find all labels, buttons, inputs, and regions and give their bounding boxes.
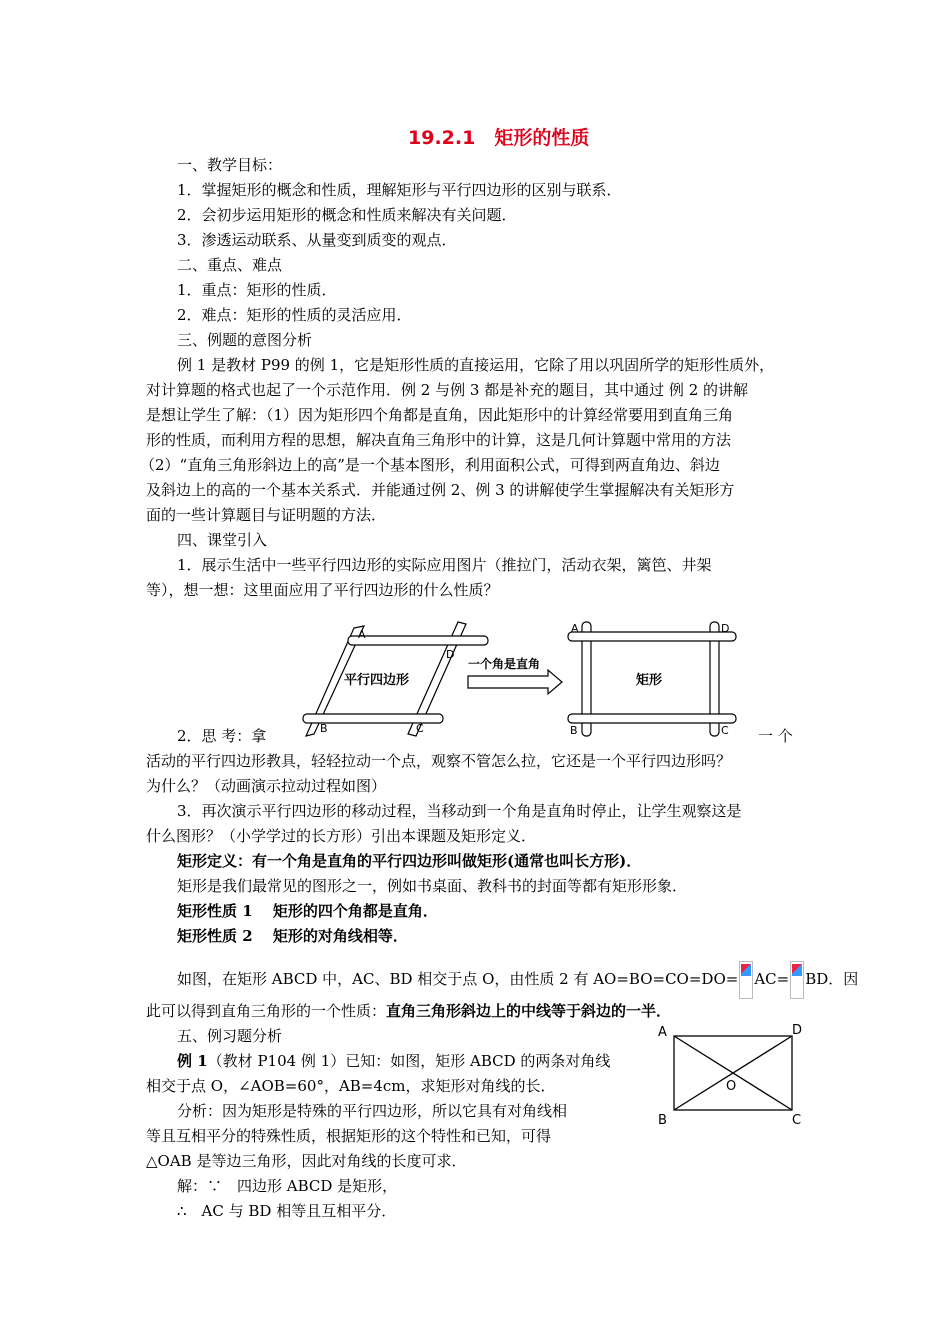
- text-line: 等），想一想：这里面应用了平行四边形的什么性质？: [146, 581, 499, 599]
- rectangle-label: 矩形: [636, 673, 663, 688]
- text-line: 是想让学生了解：（1）因为矩形四个角都是直角，因此矩形中的计算经常要用到直角三角: [146, 406, 734, 424]
- text-line: 对计算题的格式也起了一个示范作用．例 2 与例 3 都是补充的题目，其中通过 例 2 的讲解: [146, 381, 749, 399]
- point-a-label: A: [658, 1025, 667, 1040]
- text-segment: AC=: [754, 970, 790, 988]
- text-line: 形的性质，而利用方程的思想，解决直角三角形中的计算，这是几何计算题中常用的方法: [146, 431, 732, 449]
- parallelogram-label: 平行四边形: [344, 673, 410, 688]
- para-point-b: B: [320, 722, 328, 735]
- rect-point-a: A: [571, 622, 579, 635]
- text-line: 矩形是我们最常见的图形之一，例如书桌面、教科书的封面等都有矩形形象．: [177, 877, 688, 895]
- text-line: 解：∵ 四边形 ABCD 是矩形，: [177, 1177, 398, 1195]
- text-line: 2．思 考：拿: [177, 727, 267, 745]
- text-line: ∴ AC 与 BD 相等且互相平分．: [177, 1202, 397, 1220]
- fraction-one-half-icon: [739, 961, 753, 999]
- example-1-label: 例 1: [177, 1052, 208, 1070]
- text-line: 等且互相平分的特殊性质，根据矩形的这个特性和已知，可得: [146, 1127, 552, 1145]
- fraction-one-half-icon: [790, 961, 804, 999]
- section-heading: 二、重点、难点: [177, 256, 283, 274]
- arrow-label: 一个角是直角: [468, 657, 541, 671]
- parallelogram-top-stick: [348, 636, 488, 645]
- rectangle-top-stick: [568, 632, 736, 641]
- text-segment: （教材 P104 例 1）已知：如图，矩形 ABCD 的两条对角线: [207, 1052, 611, 1070]
- text-line: 2．会初步运用矩形的概念和性质来解决有关问题．: [177, 206, 517, 224]
- text-line: 分析：因为矩形是特殊的平行四边形，所以它具有对角线相: [177, 1102, 568, 1120]
- text-line: [177, 961, 858, 999]
- rectangle-abcd-figure: [652, 1022, 812, 1130]
- page-title: 19.2.1 矩形的性质: [408, 127, 590, 149]
- rectangle-definition: 矩形定义：有一个角是直角的平行四边形叫做矩形(通常也叫长方形)．: [177, 852, 642, 870]
- para-point-c: C: [416, 722, 424, 735]
- text-line: 1．重点：矩形的性质．: [177, 281, 337, 299]
- para-point-d: D: [446, 648, 455, 661]
- text-line: 相交于点 O，∠AOB=60°，AB=4cm，求矩形对角线的长．: [146, 1077, 556, 1095]
- text-line: [146, 1001, 671, 1021]
- rectangle-property-2: 矩形性质 2 矩形的对角线相等．: [177, 927, 408, 945]
- arrow-shape: [468, 670, 562, 694]
- rectangle-bottom-stick: [568, 714, 736, 723]
- rect-point-c: C: [721, 724, 729, 737]
- text-line: 为什么？（动画演示拉动过程如图）: [146, 777, 387, 795]
- text-line: 一 个: [758, 727, 793, 745]
- rectangle-property-1: 矩形性质 1 矩形的四个角都是直角．: [177, 902, 438, 920]
- text-line: 3．再次演示平行四边形的移动过程，当移动到一个角是直角时停止，让学生观察这是: [177, 802, 742, 820]
- text-line: 及斜边上的高的一个基本关系式．并能通过例 2、例 3 的讲解使学生掌握解决有关矩形方: [146, 481, 735, 499]
- text-line: 1．展示生活中一些平行四边形的实际应用图片（推拉门，活动衣架，篱笆、井架: [177, 556, 712, 574]
- section-heading: 四、课堂引入: [177, 531, 268, 549]
- text-line: 什么图形？（小学学过的长方形）引出本课题及矩形定义．: [146, 827, 537, 845]
- text-line: 活动的平行四边形教具，轻轻拉动一个点，观察不管怎么拉，它还是一个平行四边形吗？: [146, 752, 732, 770]
- section-heading: 三、例题的意图分析: [177, 331, 313, 349]
- example-1-line: [177, 1051, 610, 1071]
- point-d-label: D: [792, 1023, 803, 1038]
- text-segment: BD．因: [805, 970, 859, 988]
- section-heading: 五、例习题分析: [177, 1027, 283, 1045]
- text-line: △OAB 是等边三角形，因此对角线的长度可求．: [146, 1152, 467, 1170]
- rect-point-b: B: [570, 724, 578, 737]
- text-line: 例 1 是教材 P99 的例 1，它是矩形性质的直接运用，它除了用以巩固所学的矩形性质外，: [177, 356, 775, 374]
- text-line: 2．难点：矩形的性质的灵活应用．: [177, 306, 412, 324]
- text-line: 面的一些计算题目与证明题的方法．: [146, 506, 387, 524]
- rect-point-d: D: [721, 622, 730, 635]
- section-heading: 一、教学目标：: [177, 156, 283, 174]
- text-line: 3．渗透运动联系、从量变到质变的观点．: [177, 231, 457, 249]
- para-point-a: A: [358, 628, 366, 641]
- text-line: （2）“直角三角形斜边上的高”是一个基本图形，利用面积公式，可得到两直角边、斜边: [140, 456, 720, 474]
- text-segment: 如图，在矩形 ABCD 中，AC、BD 相交于点 O，由性质 2 有 AO=BO=CO=DO=: [177, 970, 739, 988]
- point-o-label: O: [726, 1079, 737, 1094]
- text-segment: 此可以得到直角三角形的一个性质：: [146, 1002, 387, 1020]
- point-c-label: C: [792, 1113, 802, 1128]
- point-b-label: B: [658, 1113, 667, 1128]
- parallelogram-rectangle-figure: [300, 618, 750, 740]
- median-property: 直角三角形斜边上的中线等于斜边的一半．: [386, 1002, 672, 1020]
- text-line: 1．掌握矩形的概念和性质，理解矩形与平行四边形的区别与联系．: [177, 181, 622, 199]
